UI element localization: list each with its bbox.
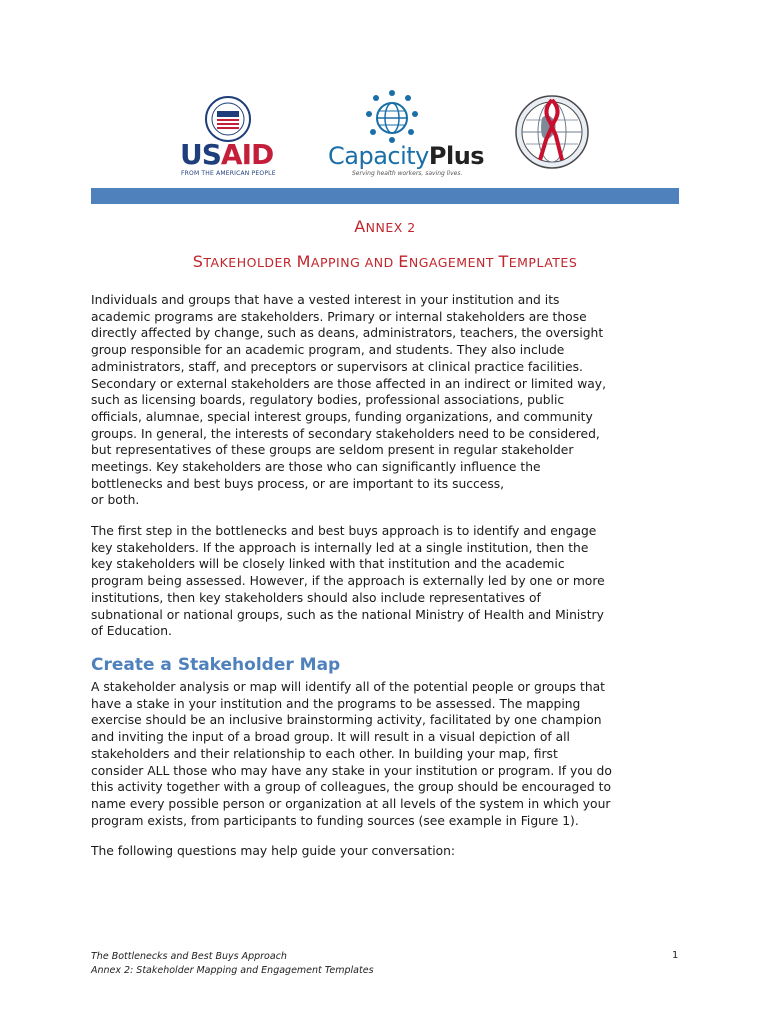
- usaid-wordmark: USAID: [180, 138, 274, 171]
- logo-row: [0, 88, 770, 188]
- capacityplus-wordmark: CapacityPlus: [328, 142, 485, 170]
- globe-ribbon-seal-icon: [512, 92, 592, 172]
- first-step-paragraph: The first step in the bottlenecks and best buys approach is to identify and engage key stakeholders. If the approach is internally led at a single institution, then the key stakeholders will be closely linked with that institution and the academic program being assessed. However, if the approach is externally led by one or more institutions, then key stakeholders should also include representatives of subnational or national groups, such as the national Ministry of Health and Ministry of Education.: [91, 524, 605, 639]
- stakeholder-map-paragraph: A stakeholder analysis or map will identify all of the potential people or groups that have a stake in your institution and the programs to be assessed. The mapping exercise should be an inclusive brainstorming activity, facilitated by one champion and inviting the input of a broad group. It will result in a visual depiction of all stakeholders and their relationship to each other. In building your map, first consider ALL those who may have any stake in your institution or program. If you do this activity together with a group of colleagues, the group should be encouraged to name every possible person or organization at all levels of the system in which your program exists, from participants to funding sources (see example in Figure 1).: [91, 680, 612, 828]
- annex-title: ANNEX 2: [354, 217, 416, 236]
- intro-paragraph: Individuals and groups that have a vested interest in your institution and its academic programs are stakeholders. Primary or internal stakeholders are those directly affected by change, such as deans, administrators, teachers, the oversight group responsible for an academic program, and students. They also include administrators, staff, and preceptors or supervisors at clinical practice facilities. Secondary or external stakeholders are those affected in an indirect or limited way, such as licensing boards, regulatory bodies, professional associations, public officials, alumnae, special interest groups, funding organizations, and community groups. In general, the interests of secondary stakeholders need to be considered, but representatives of these groups are seldom present in regular stakeholder meetings. Key stakeholders are those who can significantly influence the bottlenecks and best buys process, or are important to its success, or both.: [91, 293, 606, 508]
- usaid-seal-icon: [205, 96, 251, 142]
- capacityplus-tagline: Serving health workers, saving lives.: [352, 170, 463, 177]
- capacityplus-globe-icon: [364, 88, 420, 144]
- questions-intro: The following questions may help guide your conversation:: [91, 844, 456, 858]
- document-subtitle: STAKEHOLDER MAPPING AND ENGAGEMENT TEMPLATES: [192, 252, 578, 271]
- header-rule: [91, 188, 679, 204]
- page-number: 1: [672, 950, 679, 961]
- usaid-tagline: FROM THE AMERICAN PEOPLE: [181, 170, 276, 177]
- section-heading: Create a Stakeholder Map: [91, 655, 341, 675]
- page-footer: The Bottlenecks and Best Buys Approach Annex 2: Stakeholder Mapping and Engagement Templates: [91, 951, 374, 976]
